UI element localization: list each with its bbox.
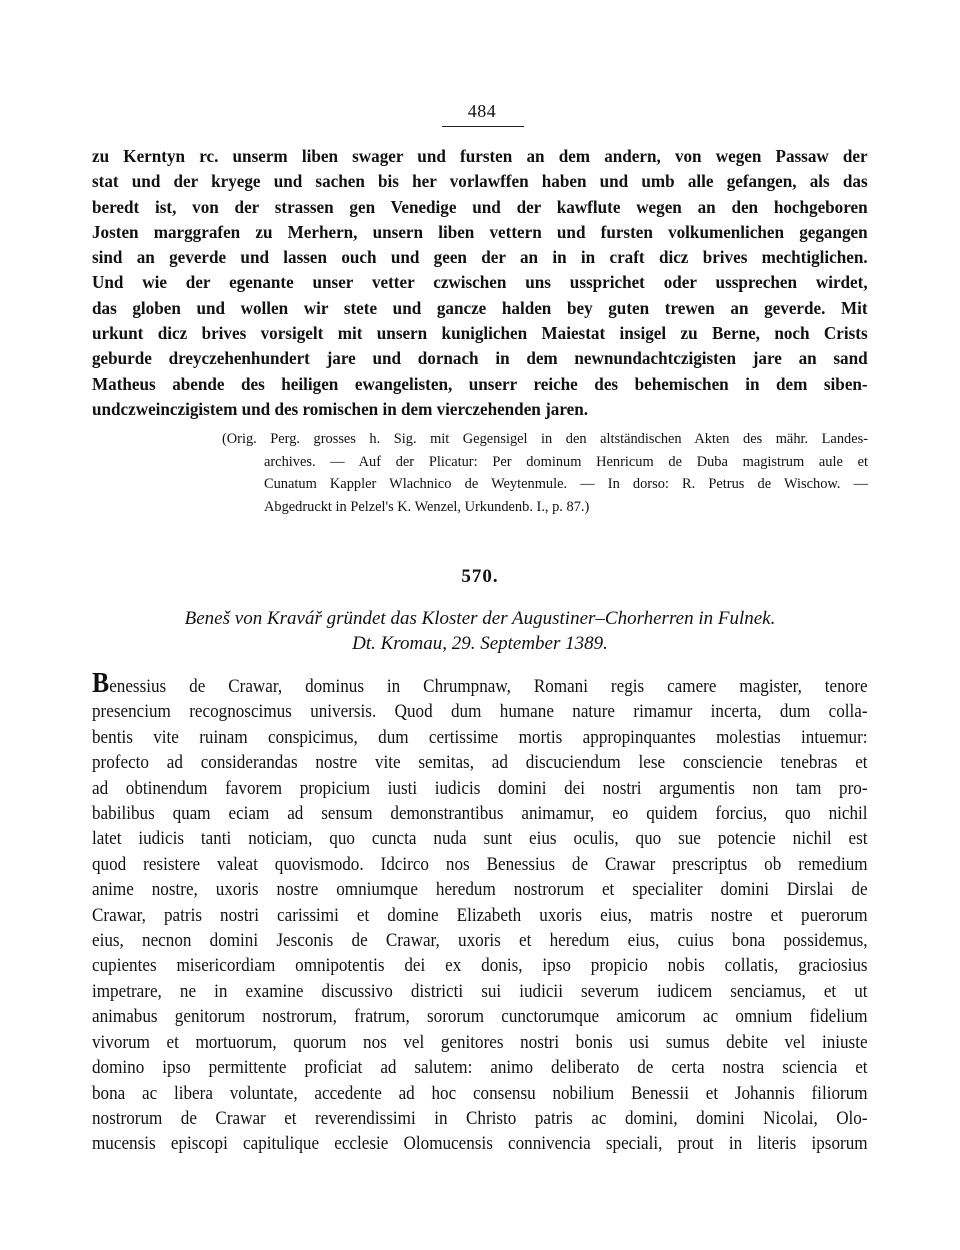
text-line: Crawar, patris nostri carissimi et domine Elizabeth uxoris eius, matris nostre et puerorum <box>92 904 868 926</box>
page-number: 484 <box>467 101 497 121</box>
note-line: Abgedruckt in Pelzel's K. Wenzel, Urkundenb. I., p. 87.) <box>264 498 590 515</box>
text-line: quod resistere valeat quovismodo. Idcirco nos Benessius de Crawar prescriptus ob remedium <box>92 853 868 875</box>
text-line: urkunt dicz brives vorsigelt mit unsern kuniglichen Maiestat insigel zu Berne, noch Crists <box>92 323 868 344</box>
text-line: cupientes misericordiam omnipotentis dei ex donis, ipso propicio nobis collatis, graciosius <box>92 955 868 977</box>
text-line: geburde dreyczehenhundert jare und dornach in dem newnundachtczigisten jare an sand <box>92 348 868 369</box>
text-line: impetrare, ne in examine discussivo districti sui iudicii severum iudicem senciamus, et ut <box>92 980 868 1002</box>
note-line: Cunatum Kappler Wlachnico de Weytenmule. — In dorso: R. Petrus de Wischow. — <box>264 476 868 492</box>
text-line: presencium recognoscimus universis. Quod dum humane nature rimamur incerta, dum colla- <box>92 701 868 723</box>
text-line: Und wie der egenante unser vetter czwischen uns ussprichet oder ussprechen wirdet, <box>92 272 868 293</box>
document-number: 570. <box>461 566 499 587</box>
previous-document-text <box>92 144 868 422</box>
text-line: Matheus abende des heiligen ewangelisten, unserr reiche des behemischen in dem siben- <box>92 373 868 394</box>
text-line: stat und der kryege und sachen bis her vorlawffen haben und umb alle gefangen, als das <box>92 171 868 192</box>
document-title <box>92 606 868 656</box>
text-line: domino ipso permittente proficiat ad salutem: animo deliberato de certa nostra sciencia et <box>92 1057 868 1079</box>
text-line: mucensis episcopi capitulique ecclesie Olomucensis connivencia speciali, prout in literis ipsorum <box>92 1133 868 1155</box>
text-line: animabus genitorum nostrorum, fratrum, sororum cunctorumque amicorum ac omnium fidelium <box>92 1006 868 1028</box>
text-line-first <box>92 668 868 699</box>
note-line: archives. — Auf der Plicatur: Per dominum Henricum de Duba magistrum aule et <box>264 453 868 470</box>
text-line: babilibus quam eciam ad sensum demonstrantibus animamur, eo quidem forcius, quo nichil <box>92 803 868 825</box>
text-line: vivorum et mortuorum, quorum nos vel genitores nostri bonis usi sumus debite vel iniuste <box>92 1031 868 1053</box>
document-body-text <box>92 668 868 1157</box>
text-line: undczweinczigistem und des romischen in dem vierczehenden jaren. <box>92 398 588 419</box>
document-title-line: Beneš von Kravář gründet das Kloster der Augustiner–Chorherren in Fulnek. <box>184 608 776 629</box>
text-line: beredt ist, von der strassen gen Venedige und der kawflute wegen an den hochgeboren <box>92 196 868 217</box>
page-number-rule <box>442 126 524 127</box>
text-line: bona ac libera voluntate, accedente ad hoc consensu nobilium Benessii et Johannis filiorum <box>92 1082 868 1104</box>
text-line: das globen und wollen wir stete und gancze halden bey guten trewen an geverde. Mit <box>92 297 868 318</box>
first-line-text: enessius de Crawar, dominus in Chrumpnaw, Romani regis camere magister, tenore <box>109 676 868 697</box>
source-notes <box>222 428 868 518</box>
document-date-place: Dt. Kromau, 29. September 1389. <box>352 633 608 654</box>
text-line: bentis vite ruinam conspicimus, dum certissime mortis appropinquantes molestias intuemur: <box>92 726 868 748</box>
note-line: (Orig. Perg. grosses h. Sig. mit Gegensigel in den altständischen Akten des mähr. Landes- <box>222 431 868 447</box>
text-line: Josten marggrafen zu Merhern, unsern liben vettern und fursten volkumenlichen gegangen <box>92 221 868 242</box>
text-line: ad obtinendum favorem propicium iusti iudicis domini dei nostri argumentis non tam pro- <box>92 777 868 799</box>
text-line: anime nostre, uxoris nostre omniumque heredum nostrorum et specialiter domini Dirslai de <box>92 879 868 901</box>
text-line: sind an geverde und lassen ouch und geen der an in in craft dicz brives mechtiglichen. <box>92 247 868 268</box>
text-line: profecto ad considerandas nostre vite semitas, ad discuciendum lese consciencie tenebras et <box>92 752 868 774</box>
text-line: zu Kerntyn rc. unserm liben swager und fursten an dem andern, von wegen Passaw der <box>92 146 868 166</box>
text-line: nostrorum de Crawar et reverendissimi in Christo patris ac domini, domini Nicolai, Olo- <box>92 1107 868 1129</box>
text-line: latet iudicis tanti noticiam, quo cuncta nuda sunt eius oculis, quo sue potencie nichil est <box>92 828 868 850</box>
text-line: eius, necnon domini Jesconis de Crawar, uxoris et heredum eius, cuius bona possidemus, <box>92 930 868 952</box>
drop-initial: B <box>92 668 110 699</box>
